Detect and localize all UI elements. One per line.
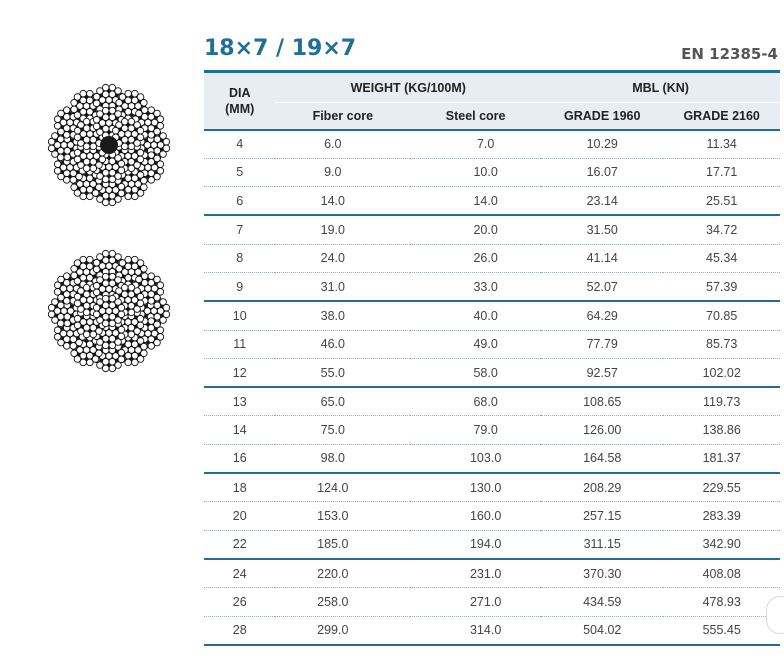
cell-grade-2160: 408.08: [663, 559, 780, 588]
cell-fiber-core: 31.0: [275, 272, 410, 301]
cell-grade-2160: 11.34: [663, 130, 780, 159]
cell-dia: 10: [204, 301, 275, 330]
table-row: [204, 158, 780, 186]
table-row: [204, 616, 780, 645]
table-row: [204, 387, 780, 416]
table-row: [204, 215, 780, 244]
table-row: [204, 530, 780, 559]
cell-grade-1960: 434.59: [541, 588, 663, 616]
cell-grade-1960: 504.02: [541, 616, 663, 645]
cell-fiber-core: 46.0: [275, 330, 410, 358]
product-title: 18×7 / 19×7: [204, 36, 357, 61]
header-steel-core: Steel core: [410, 103, 541, 130]
cell-grade-2160: 283.39: [663, 502, 780, 530]
cell-fiber-core: 65.0: [275, 387, 410, 416]
cell-grade-1960: 41.14: [541, 244, 663, 272]
cell-fiber-core: 153.0: [275, 502, 410, 530]
table-row: [204, 559, 780, 588]
cell-grade-2160: 57.39: [663, 272, 780, 301]
cell-steel-core: 68.0: [410, 387, 541, 416]
cell-fiber-core: 6.0: [275, 130, 410, 159]
cell-fiber-core: 24.0: [275, 244, 410, 272]
cell-grade-2160: 102.02: [663, 358, 780, 387]
cell-grade-2160: 45.34: [663, 244, 780, 272]
spec-table-body: [204, 130, 780, 645]
cell-steel-core: 10.0: [410, 158, 541, 186]
cell-fiber-core: 98.0: [275, 444, 410, 473]
cell-dia: 22: [204, 530, 275, 559]
cell-dia: 13: [204, 387, 275, 416]
cell-fiber-core: 220.0: [275, 559, 410, 588]
cell-steel-core: 194.0: [410, 530, 541, 559]
cell-grade-1960: 77.79: [541, 330, 663, 358]
cell-grade-2160: 25.51: [663, 187, 780, 216]
cell-steel-core: 271.0: [410, 588, 541, 616]
cell-grade-2160: 85.73: [663, 330, 780, 358]
table-row: [204, 358, 780, 387]
cell-dia: 20: [204, 502, 275, 530]
cell-steel-core: 79.0: [410, 416, 541, 444]
cell-steel-core: 7.0: [410, 130, 541, 159]
spec-table: [204, 70, 780, 646]
cell-grade-1960: 64.29: [541, 301, 663, 330]
cell-fiber-core: 299.0: [275, 616, 410, 645]
cell-dia: 14: [204, 416, 275, 444]
cell-dia: 11: [204, 330, 275, 358]
table-row: [204, 588, 780, 616]
cell-fiber-core: 19.0: [275, 215, 410, 244]
cell-dia: 8: [204, 244, 275, 272]
header-dia: DIA (MM): [204, 72, 275, 130]
cell-grade-1960: 164.58: [541, 444, 663, 473]
cell-dia: 4: [204, 130, 275, 159]
cell-dia: 24: [204, 559, 275, 588]
table-row: [204, 301, 780, 330]
cell-fiber-core: 258.0: [275, 588, 410, 616]
cell-steel-core: 40.0: [410, 301, 541, 330]
standard-label: EN 12385-4: [681, 45, 778, 63]
cell-grade-1960: 108.65: [541, 387, 663, 416]
cell-fiber-core: 38.0: [275, 301, 410, 330]
header-grade-2160: GRADE 2160: [663, 103, 780, 130]
cell-grade-1960: 52.07: [541, 272, 663, 301]
table-row: [204, 473, 780, 502]
cell-steel-core: 14.0: [410, 187, 541, 216]
cell-steel-core: 103.0: [410, 444, 541, 473]
cell-grade-2160: 181.37: [663, 444, 780, 473]
table-row: [204, 330, 780, 358]
cell-grade-2160: 478.93: [663, 588, 780, 616]
cell-grade-1960: 257.15: [541, 502, 663, 530]
cell-dia: 26: [204, 588, 275, 616]
cell-grade-1960: 31.50: [541, 215, 663, 244]
cell-grade-1960: 126.00: [541, 416, 663, 444]
table-row: [204, 444, 780, 473]
table-row: [204, 416, 780, 444]
cell-grade-1960: 23.14: [541, 187, 663, 216]
cell-steel-core: 130.0: [410, 473, 541, 502]
cell-dia: 18: [204, 473, 275, 502]
cell-grade-2160: 138.86: [663, 416, 780, 444]
table-row: [204, 244, 780, 272]
cell-dia: 12: [204, 358, 275, 387]
table-row: [204, 187, 780, 216]
cell-grade-1960: 16.07: [541, 158, 663, 186]
cell-fiber-core: 124.0: [275, 473, 410, 502]
cell-steel-core: 231.0: [410, 559, 541, 588]
cell-dia: 5: [204, 158, 275, 186]
cell-steel-core: 58.0: [410, 358, 541, 387]
cell-fiber-core: 75.0: [275, 416, 410, 444]
cell-grade-2160: 229.55: [663, 473, 780, 502]
header-grade-1960: GRADE 1960: [541, 103, 663, 130]
cell-grade-2160: 342.90: [663, 530, 780, 559]
cell-fiber-core: 9.0: [275, 158, 410, 186]
cell-fiber-core: 14.0: [275, 187, 410, 216]
cell-grade-1960: 370.30: [541, 559, 663, 588]
header-mbl-group: MBL (KN): [541, 72, 780, 103]
table-row: [204, 272, 780, 301]
cell-grade-1960: 311.15: [541, 530, 663, 559]
cell-fiber-core: 55.0: [275, 358, 410, 387]
table-row: [204, 130, 780, 159]
cell-grade-2160: 34.72: [663, 215, 780, 244]
header-weight-group: WEIGHT (KG/100M): [275, 72, 541, 103]
cell-grade-2160: 119.73: [663, 387, 780, 416]
cell-grade-1960: 10.29: [541, 130, 663, 159]
cell-steel-core: 49.0: [410, 330, 541, 358]
cell-grade-2160: 70.85: [663, 301, 780, 330]
rope-cross-section-fiber-core-icon: [42, 78, 176, 212]
cell-steel-core: 314.0: [410, 616, 541, 645]
cell-dia: 28: [204, 616, 275, 645]
cell-grade-1960: 92.57: [541, 358, 663, 387]
cell-steel-core: 160.0: [410, 502, 541, 530]
cell-dia: 7: [204, 215, 275, 244]
scroll-handle[interactable]: [766, 596, 784, 634]
header-fiber-core: Fiber core: [275, 103, 410, 130]
cell-dia: 9: [204, 272, 275, 301]
cell-grade-2160: 555.45: [663, 616, 780, 645]
cell-steel-core: 33.0: [410, 272, 541, 301]
cell-steel-core: 20.0: [410, 215, 541, 244]
table-row: [204, 502, 780, 530]
cell-steel-core: 26.0: [410, 244, 541, 272]
cell-grade-1960: 208.29: [541, 473, 663, 502]
cell-fiber-core: 185.0: [275, 530, 410, 559]
rope-cross-section-steel-core-icon: [42, 244, 176, 378]
cell-dia: 16: [204, 444, 275, 473]
cell-dia: 6: [204, 187, 275, 216]
cell-grade-2160: 17.71: [663, 158, 780, 186]
